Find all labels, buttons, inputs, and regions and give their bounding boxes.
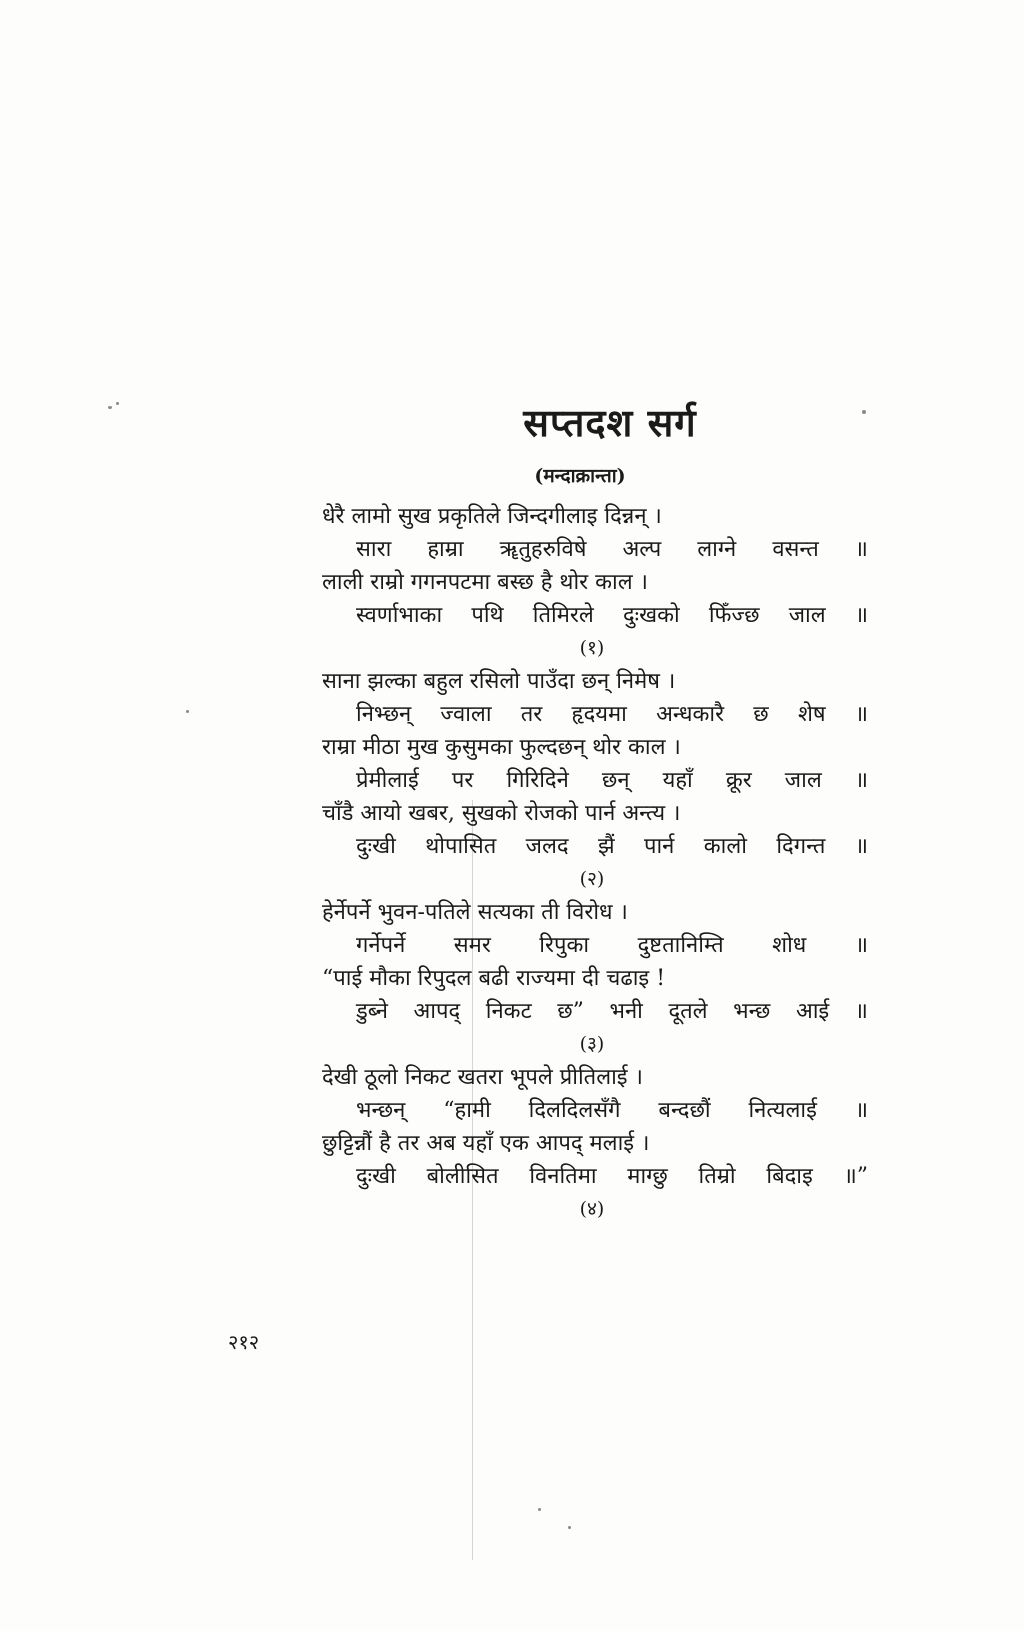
- verse-line: निभ्छन् ज्वाला तर हृदयमा अन्धकारै छ शेष ॥: [356, 702, 868, 727]
- scan-speck: [186, 710, 189, 713]
- verse-line: दुःखी थोपासित जलद झैं पार्न कालो दिगन्त ॥: [356, 834, 868, 859]
- verse-line: धेरै लामो सुख प्रकृतिले जिन्दगीलाइ दिन्नन् ।: [322, 504, 662, 529]
- scan-speck: [116, 402, 119, 405]
- verse-line: राम्रा मीठा मुख कुसुमका फुल्दछन् थोर काल ।: [322, 735, 681, 760]
- verse-line: साना झल्का बहुल रसिलो पाउँदा छन् निमेष ।: [322, 669, 676, 694]
- verse-line: प्रेमीलाई पर गिरिदिने छन् यहाँ क्रूर जाल ॥: [356, 768, 868, 793]
- verse-line: दुःखी बोलीसित विनतिमा माग्छु तिम्रो बिदाइ ॥”: [356, 1164, 868, 1189]
- stanza-number: (२): [579, 868, 605, 890]
- verse-line: डुब्ने आपद् निकट छ” भनी दूतले भन्छ आई ॥: [356, 999, 868, 1024]
- poem-body: [322, 500, 882, 1226]
- scan-speck: [538, 1508, 541, 1511]
- stanza-number: (१): [579, 637, 605, 659]
- meter-name: (मन्दाक्रान्ता): [534, 465, 626, 487]
- verse-line: स्वर्णाभाका पथि तिमिरले दुःखको फिँज्छ जाल ॥: [356, 603, 868, 628]
- stanza-number: (४): [579, 1198, 605, 1220]
- stanza-3: [322, 896, 882, 1061]
- verse-line: चाँडै आयो खबर, सुखको रोजको पार्न अन्त्य ।: [322, 801, 681, 826]
- verse-line: लाली राम्रो गगनपटमा बस्छ है थोर काल ।: [322, 570, 648, 595]
- verse-line: भन्छन् “हामी दिलदिलसँगै बन्दछौं नित्यलाई ॥: [356, 1098, 868, 1123]
- stanza-number: (३): [579, 1033, 605, 1055]
- verse-line: गर्नेपर्ने समर रिपुका दुष्टतानिम्ति शोध ॥: [356, 933, 868, 958]
- scan-speck: [862, 410, 866, 414]
- verse-line: सारा हाम्रा ॠतुहरुविषे अल्प लाग्ने वसन्त ॥: [356, 537, 868, 562]
- verse-line: “पाई मौका रिपुदल बढी राज्यमा दी चढाइ !: [322, 966, 666, 991]
- stanza-4: [322, 1061, 882, 1226]
- stanza-2: [322, 665, 882, 896]
- verse-line: देखी ठूलो निकट खतरा भूपले प्रीतिलाई ।: [322, 1065, 643, 1090]
- verse-line: हेर्नेपर्ने भुवन-पतिले सत्यका ती विरोध ।: [322, 900, 628, 925]
- chapter-title: सप्तदश सर्ग: [523, 400, 697, 445]
- scan-speck: [108, 406, 112, 409]
- stanza-1: [322, 500, 882, 665]
- page-number: २१२: [228, 1330, 260, 1354]
- scan-speck: [568, 1526, 571, 1529]
- verse-line: छुट्टिन्नौं है तर अब यहाँ एक आपद् मलाई ।: [322, 1131, 650, 1156]
